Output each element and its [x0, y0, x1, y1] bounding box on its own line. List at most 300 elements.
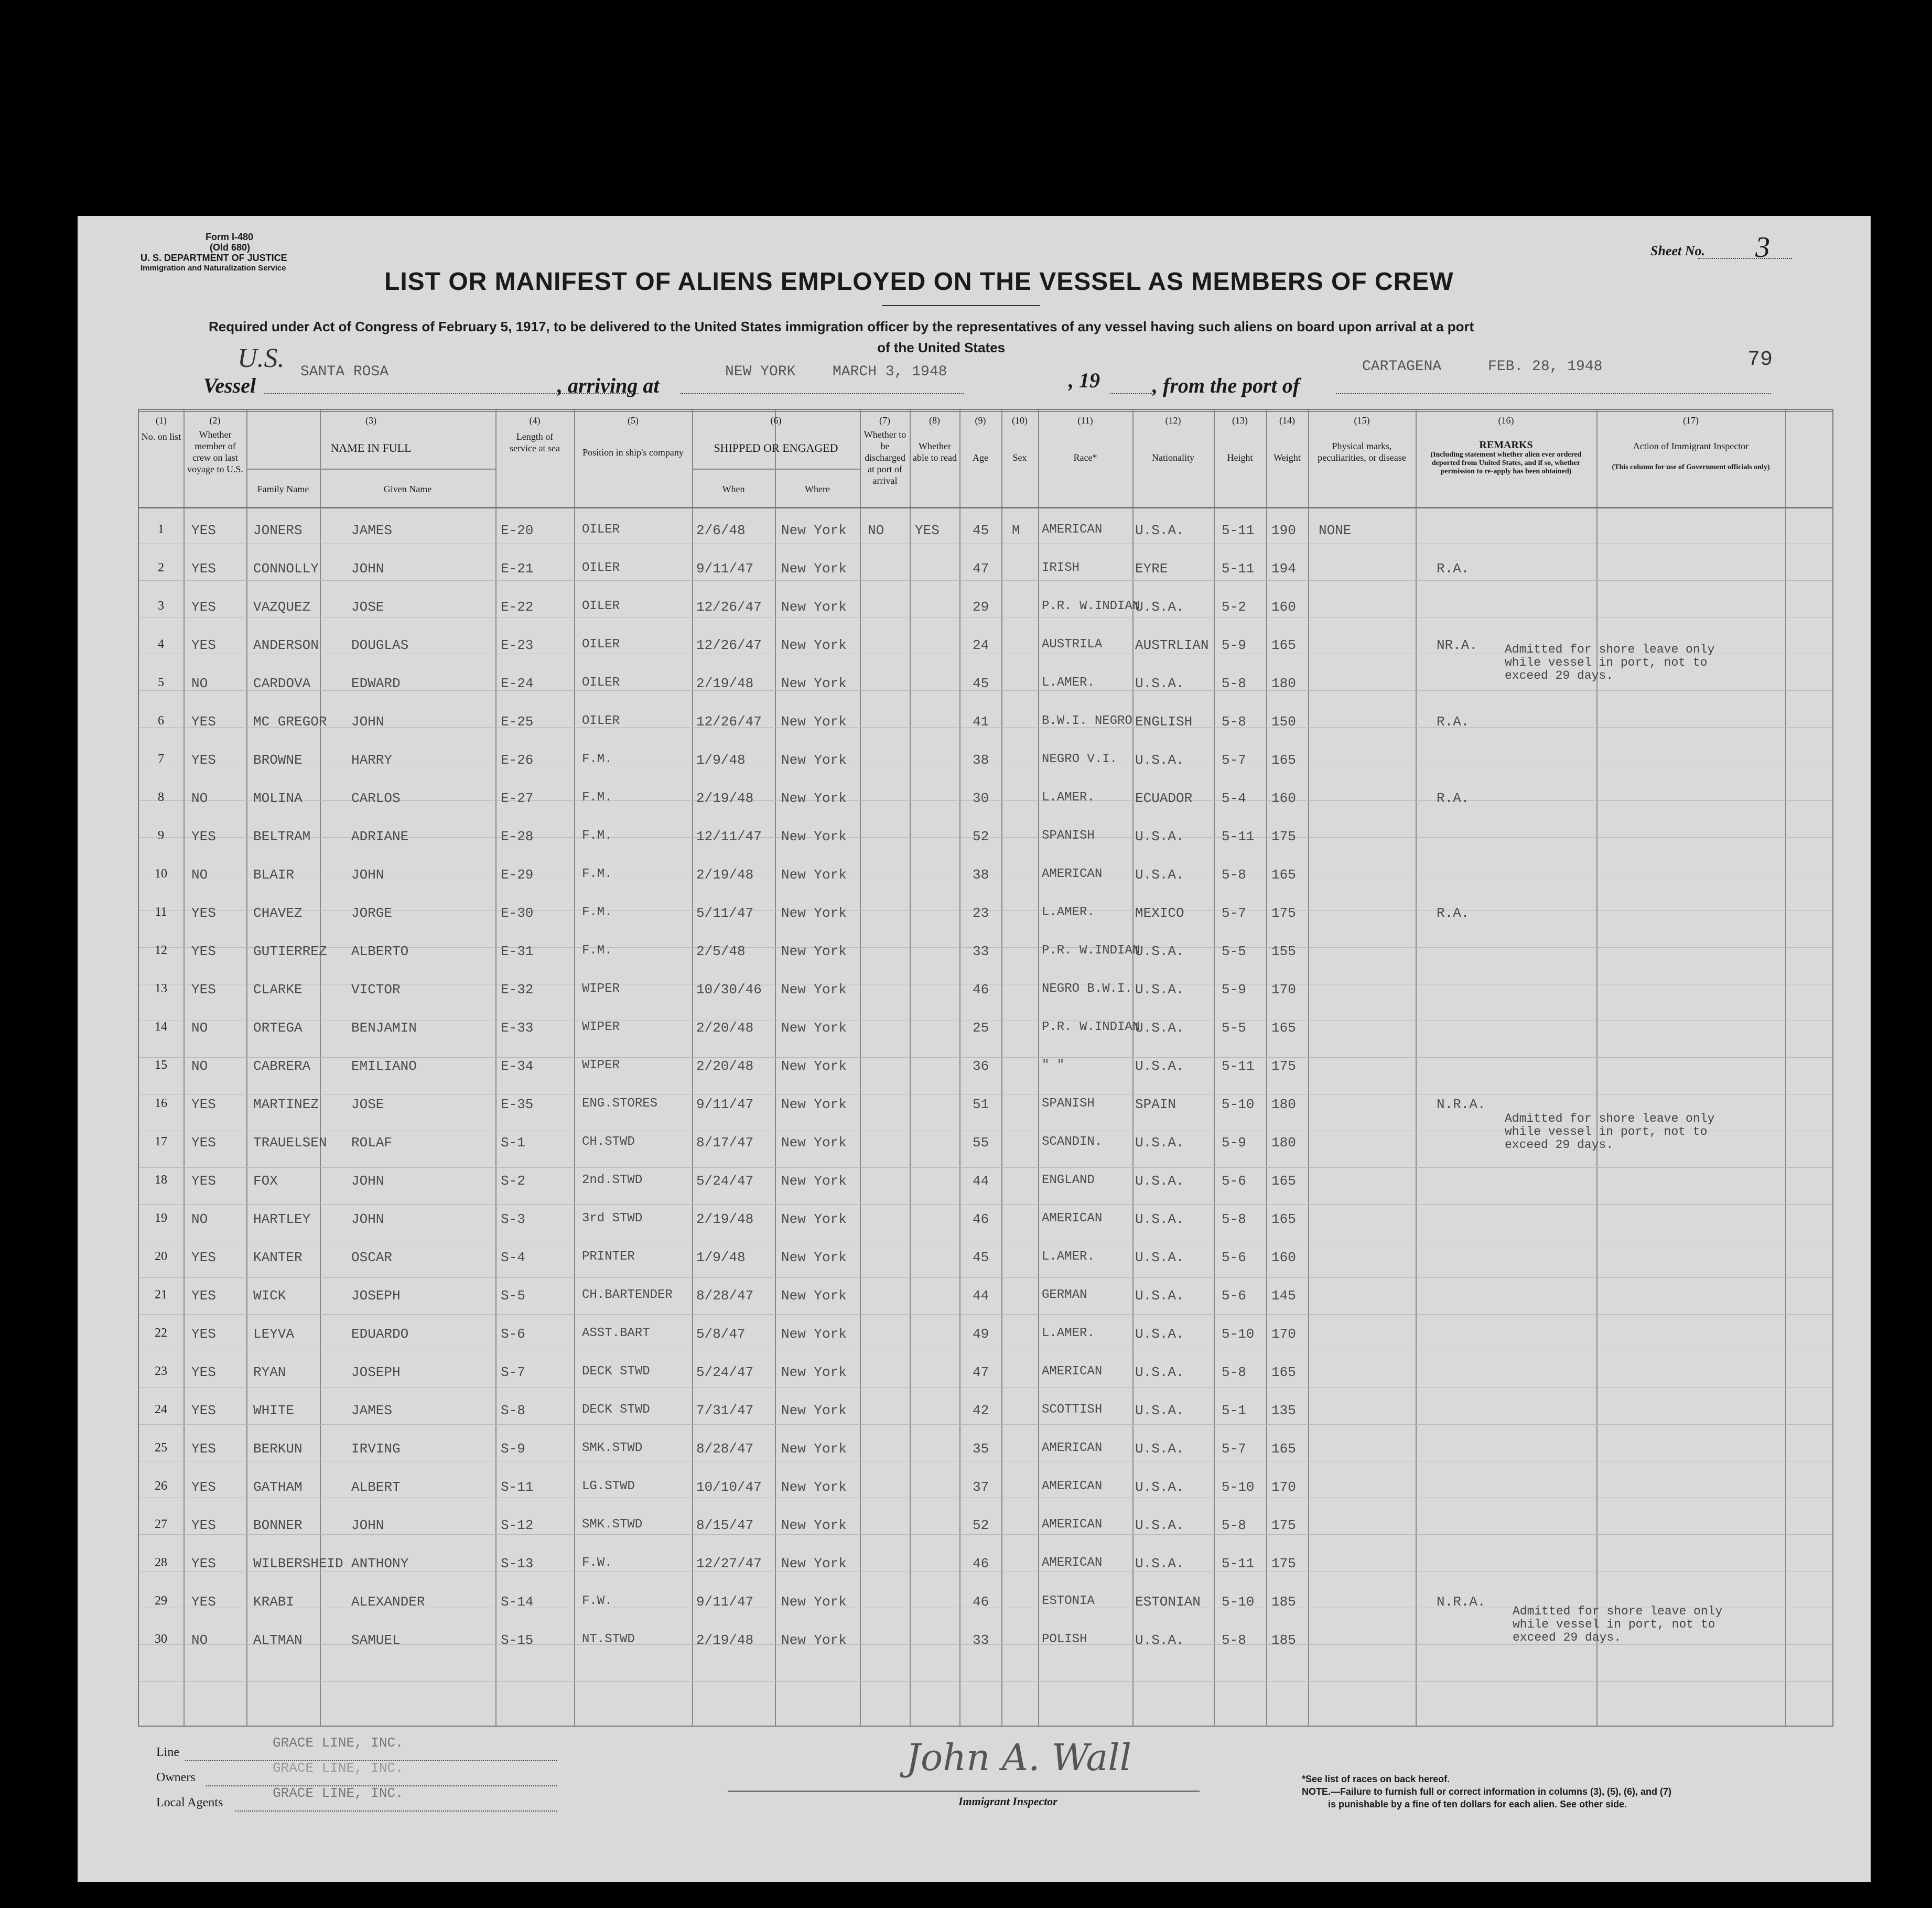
row-weight: 165: [1271, 1211, 1296, 1227]
row-number: 14: [155, 1020, 167, 1034]
row-shipped-where: New York: [781, 637, 847, 653]
row-height: 5-9: [1222, 637, 1246, 653]
footer-line-label: Line: [156, 1746, 179, 1759]
row-sex: M: [1012, 523, 1020, 538]
row-shipped-where: New York: [781, 944, 847, 959]
row-shipped-where: New York: [781, 1211, 847, 1227]
row-service: S-9: [501, 1441, 525, 1457]
row-remarks: R.A.: [1437, 790, 1470, 806]
vessel-label: Vessel: [203, 374, 256, 397]
row-shipped-where: New York: [781, 982, 847, 998]
row-shipped-when: 12/26/47: [696, 637, 762, 653]
row-position: F.M.: [582, 790, 612, 805]
row-family-name: KANTER: [253, 1250, 303, 1265]
shipped-subheader-line: [692, 469, 860, 470]
row-height: 5-9: [1222, 982, 1246, 998]
row-shipped-where: New York: [781, 1250, 847, 1265]
row-read: YES: [915, 523, 940, 538]
races-note: *See list of races on back hereof.: [1302, 1774, 1450, 1784]
row-family-name: BROWNE: [253, 752, 303, 768]
row-age: 36: [973, 1058, 989, 1074]
row-height: 5-10: [1222, 1097, 1255, 1112]
remark-note: Admitted for shore leave only while vessel in port, not to exceed 29 days.: [1505, 643, 1715, 682]
row-given-name: OSCAR: [351, 1250, 393, 1265]
col-header-remarks-sub: (Including statement whether alien ever ordered deported from United States, and if so, whether permission to re-apply has been obtained): [1430, 451, 1582, 475]
crew-table: [138, 409, 1833, 1727]
row-age: 25: [973, 1020, 989, 1036]
form-old-number: (Old 680): [210, 242, 251, 253]
row-position: OILER: [582, 714, 620, 728]
col-number: (15): [1354, 415, 1370, 426]
row-prev-voyage: NO: [191, 1020, 208, 1036]
row-weight: 155: [1271, 944, 1296, 959]
row-family-name: HARTLEY: [253, 1211, 311, 1227]
row-race: SPANISH: [1042, 1097, 1095, 1111]
row-prev-voyage: YES: [191, 1135, 216, 1151]
row-shipped-when: 8/28/47: [696, 1441, 754, 1457]
row-nationality: U.S.A.: [1135, 1326, 1184, 1342]
row-height: 5-1: [1222, 1403, 1246, 1418]
sheet-number-value: 3: [1755, 231, 1770, 264]
row-shipped-where: New York: [781, 867, 847, 883]
row-prev-voyage: YES: [191, 752, 216, 768]
row-given-name: ANTHONY: [351, 1556, 409, 1571]
row-prev-voyage: YES: [191, 905, 216, 921]
row-family-name: MOLINA: [253, 790, 303, 806]
row-position: WIPER: [582, 1058, 620, 1072]
row-given-name: JOHN: [351, 1517, 384, 1533]
row-nationality: SPAIN: [1135, 1097, 1177, 1112]
row-shipped-when: 9/11/47: [696, 1097, 754, 1112]
row-weight: 145: [1271, 1288, 1296, 1304]
row-given-name: BENJAMIN: [351, 1020, 417, 1036]
row-position: DECK STWD: [582, 1364, 650, 1379]
row-nationality: U.S.A.: [1135, 1441, 1184, 1457]
row-shipped-when: 1/9/48: [696, 752, 746, 768]
row-height: 5-7: [1222, 905, 1246, 921]
row-shipped-when: 2/5/48: [696, 944, 746, 959]
row-position: OILER: [582, 523, 620, 537]
row-shipped-where: New York: [781, 1058, 847, 1074]
col-divider: [692, 410, 693, 1726]
row-service: S-3: [501, 1211, 525, 1227]
row-service: E-29: [501, 867, 534, 883]
row-weight: 165: [1271, 1441, 1296, 1457]
row-race: L.AMER.: [1042, 790, 1095, 805]
arriving-label: , arriving at: [557, 374, 660, 397]
row-race: AMERICAN: [1042, 1211, 1103, 1226]
row-number: 9: [158, 829, 164, 842]
footer-agents-label: Local Agents: [156, 1796, 223, 1809]
row-service: E-25: [501, 714, 534, 730]
from-port-label: , from the port of: [1152, 374, 1300, 397]
row-service: E-22: [501, 599, 534, 615]
arriving-line: [681, 393, 964, 394]
row-family-name: LEYVA: [253, 1326, 295, 1342]
row-shipped-when: 2/19/48: [696, 790, 754, 806]
col-divider: [1001, 410, 1002, 1726]
col-number: (11): [1077, 415, 1093, 426]
row-marks: NONE: [1319, 523, 1352, 538]
row-service: S-13: [501, 1556, 534, 1571]
name-subheader-line: [246, 469, 495, 470]
row-shipped-where: New York: [781, 1556, 847, 1571]
row-service: S-7: [501, 1364, 525, 1380]
row-height: 5-4: [1222, 790, 1246, 806]
row-race: ESTONIA: [1042, 1594, 1095, 1608]
row-weight: 170: [1271, 1479, 1296, 1495]
row-prev-voyage: YES: [191, 1403, 216, 1418]
row-position: 2nd.STWD: [582, 1173, 643, 1187]
row-height: 5-6: [1222, 1250, 1246, 1265]
row-shipped-when: 9/11/47: [696, 1594, 754, 1610]
row-race: NEGRO V.I.: [1042, 752, 1118, 766]
row-nationality: AUSTRLIAN: [1135, 637, 1209, 653]
row-shipped-when: 12/26/47: [696, 714, 762, 730]
row-weight: 170: [1271, 1326, 1296, 1342]
footer-agents-rule: [235, 1811, 557, 1812]
row-prev-voyage: YES: [191, 1288, 216, 1304]
row-position: OILER: [582, 637, 620, 652]
row-number: 29: [155, 1594, 167, 1608]
remark-note: Admitted for shore leave only while vessel in port, not to exceed 29 days.: [1505, 1112, 1715, 1152]
row-family-name: CABRERA: [253, 1058, 311, 1074]
col-number: (16): [1498, 415, 1514, 426]
row-number: 11: [155, 905, 167, 919]
row-given-name: JAMES: [351, 523, 393, 538]
row-race: L.AMER.: [1042, 676, 1095, 690]
col-divider: [775, 410, 776, 1726]
col-header-physical-marks: Physical marks, peculiarities, or disease: [1318, 441, 1406, 463]
vessel-prefix: U.S.: [238, 343, 285, 373]
row-race: L.AMER.: [1042, 1250, 1095, 1264]
row-given-name: CARLOS: [351, 790, 401, 806]
row-shipped-where: New York: [781, 1097, 847, 1112]
row-nationality: U.S.A.: [1135, 829, 1184, 844]
row-prev-voyage: YES: [191, 1441, 216, 1457]
row-shipped-where: New York: [781, 676, 847, 691]
row-weight: 165: [1271, 637, 1296, 653]
row-height: 5-5: [1222, 944, 1246, 959]
row-nationality: U.S.A.: [1135, 1288, 1184, 1304]
department-name: U. S. DEPARTMENT OF JUSTICE: [141, 253, 287, 263]
row-remarks: N.R.A.: [1437, 1097, 1486, 1112]
row-service: E-21: [501, 561, 534, 577]
row-nationality: U.S.A.: [1135, 867, 1184, 883]
row-prev-voyage: YES: [191, 1594, 216, 1610]
row-service: E-30: [501, 905, 534, 921]
col-divider: [860, 410, 861, 1726]
row-nationality: U.S.A.: [1135, 1364, 1184, 1380]
row-number: 17: [155, 1135, 167, 1148]
col-header-no: No. on list: [141, 431, 181, 442]
row-number: 24: [155, 1403, 167, 1416]
col-divider: [1308, 410, 1309, 1726]
row-given-name: EMILIANO: [351, 1058, 417, 1074]
row-weight: 165: [1271, 752, 1296, 768]
from-port-value: CARTAGENA: [1362, 359, 1442, 375]
row-height: 5-6: [1222, 1173, 1246, 1189]
col-header-read: Whether able to read: [913, 441, 957, 463]
row-nationality: U.S.A.: [1135, 752, 1184, 768]
col-divider: [1266, 410, 1267, 1726]
row-nationality: U.S.A.: [1135, 1020, 1184, 1036]
row-prev-voyage: YES: [191, 599, 216, 615]
row-family-name: ALTMAN: [253, 1632, 303, 1648]
row-given-name: ADRIANE: [351, 829, 409, 844]
row-height: 5-8: [1222, 1211, 1246, 1227]
row-race: AMERICAN: [1042, 1517, 1103, 1532]
footer-line-value: GRACE LINE, INC.: [273, 1735, 404, 1751]
row-weight: 170: [1271, 982, 1296, 998]
row-number: 6: [158, 714, 164, 728]
row-prev-voyage: YES: [191, 1326, 216, 1342]
row-family-name: GATHAM: [253, 1479, 303, 1495]
row-weight: 175: [1271, 1517, 1296, 1533]
row-family-name: GUTIERREZ: [253, 944, 327, 959]
row-age: 33: [973, 1632, 989, 1648]
row-shipped-where: New York: [781, 1364, 847, 1380]
row-prev-voyage: YES: [191, 1517, 216, 1533]
row-shipped-when: 2/19/48: [696, 867, 754, 883]
row-prev-voyage: YES: [191, 637, 216, 653]
col-divider: [910, 410, 911, 1726]
row-given-name: ALBERTO: [351, 944, 409, 959]
row-height: 5-10: [1222, 1326, 1255, 1342]
row-height: 5-11: [1222, 1556, 1255, 1571]
row-prev-voyage: NO: [191, 790, 208, 806]
row-race: L.AMER.: [1042, 1326, 1095, 1340]
row-nationality: U.S.A.: [1135, 1403, 1184, 1418]
row-family-name: ANDERSON: [253, 637, 319, 653]
col-header-action-sub: (This column for use of Government officials only): [1612, 463, 1770, 471]
row-family-name: WHITE: [253, 1403, 295, 1418]
row-shipped-where: New York: [781, 1594, 847, 1610]
row-shipped-when: 2/20/48: [696, 1020, 754, 1036]
row-age: 55: [973, 1135, 989, 1151]
row-age: 46: [973, 982, 989, 998]
row-race: AMERICAN: [1042, 523, 1103, 537]
row-height: 5-9: [1222, 1135, 1246, 1151]
row-prev-voyage: YES: [191, 1479, 216, 1495]
row-shipped-when: 10/10/47: [696, 1479, 762, 1495]
row-service: E-24: [501, 676, 534, 691]
row-position: F.W.: [582, 1594, 612, 1608]
row-age: 45: [973, 1250, 989, 1265]
row-height: 5-11: [1222, 561, 1255, 577]
row-age: 49: [973, 1326, 989, 1342]
row-height: 5-11: [1222, 829, 1255, 844]
row-age: 33: [973, 944, 989, 959]
row-prev-voyage: YES: [191, 523, 216, 538]
row-age: 52: [973, 1517, 989, 1533]
row-height: 5-8: [1222, 676, 1246, 691]
row-race: " ": [1042, 1058, 1065, 1072]
row-height: 5-8: [1222, 714, 1246, 730]
row-age: 47: [973, 561, 989, 577]
row-prev-voyage: YES: [191, 1556, 216, 1571]
col-number: (2): [209, 415, 221, 426]
col-number: (12): [1165, 415, 1181, 426]
row-race: B.W.I. NEGRO: [1042, 714, 1132, 728]
row-weight: 175: [1271, 829, 1296, 844]
row-given-name: EDUARDO: [351, 1326, 409, 1342]
title-underline: [882, 305, 1040, 306]
row-prev-voyage: NO: [191, 1211, 208, 1227]
row-weight: 165: [1271, 867, 1296, 883]
col-header-remarks: REMARKS: [1479, 439, 1533, 451]
row-shipped-where: New York: [781, 1517, 847, 1533]
col-divider: [320, 410, 321, 1726]
row-position: OILER: [582, 676, 620, 690]
row-height: 5-8: [1222, 1364, 1246, 1380]
row-prev-voyage: YES: [191, 1250, 216, 1265]
row-given-name: IRVING: [351, 1441, 401, 1457]
row-nationality: U.S.A.: [1135, 1058, 1184, 1074]
col-number: (10): [1012, 415, 1028, 426]
row-shipped-when: 12/11/47: [696, 829, 762, 844]
row-number: 8: [158, 790, 164, 804]
row-number: 18: [155, 1173, 167, 1187]
row-height: 5-11: [1222, 1058, 1255, 1074]
col-header-nationality: Nationality: [1152, 452, 1194, 463]
row-age: 44: [973, 1173, 989, 1189]
row-position: ENG.STORES: [582, 1097, 658, 1111]
penalty-note-1: NOTE.—Failure to furnish full or correct information in columns (3), (5), (6), and (7): [1302, 1786, 1672, 1797]
row-position: WIPER: [582, 1020, 620, 1034]
row-given-name: EDWARD: [351, 676, 401, 691]
row-age: 24: [973, 637, 989, 653]
row-weight: 180: [1271, 676, 1296, 691]
row-position: F.M.: [582, 905, 612, 919]
col-number: (5): [628, 415, 639, 426]
row-service: S-12: [501, 1517, 534, 1533]
row-given-name: JAMES: [351, 1403, 393, 1418]
row-height: 5-8: [1222, 867, 1246, 883]
penalty-note-2: is punishable by a fine of ten dollars for each alien. See other side.: [1328, 1799, 1627, 1809]
row-prev-voyage: YES: [191, 1173, 216, 1189]
row-family-name: WILBERSHEID: [253, 1556, 343, 1571]
row-given-name: HARRY: [351, 752, 393, 768]
row-remarks: R.A.: [1437, 905, 1470, 921]
row-race: AUSTRILA: [1042, 637, 1103, 652]
row-age: 46: [973, 1211, 989, 1227]
col-divider: [1596, 410, 1598, 1726]
row-position: SMK.STWD: [582, 1441, 643, 1455]
row-race: P.R. W.INDIAN: [1042, 1020, 1140, 1034]
row-family-name: WICK: [253, 1288, 286, 1304]
row-given-name: JOHN: [351, 1211, 384, 1227]
row-number: 23: [155, 1364, 167, 1378]
row-shipped-when: 5/24/47: [696, 1364, 754, 1380]
row-weight: 194: [1271, 561, 1296, 577]
sheet-number-line: [1698, 258, 1792, 259]
row-number: 15: [155, 1058, 167, 1072]
row-shipped-when: 8/28/47: [696, 1288, 754, 1304]
row-nationality: U.S.A.: [1135, 944, 1184, 959]
row-race: AMERICAN: [1042, 1479, 1103, 1493]
row-nationality: ENGLISH: [1135, 714, 1193, 730]
arriving-date: MARCH 3, 1948: [833, 364, 947, 380]
row-number: 13: [155, 982, 167, 995]
row-position: SMK.STWD: [582, 1517, 643, 1532]
signature-line: [728, 1791, 1200, 1792]
col-header-position: Position in ship's company: [582, 447, 684, 458]
row-shipped-when: 2/20/48: [696, 1058, 754, 1074]
header-bottom-line: [139, 507, 1832, 508]
col-divider: [1038, 410, 1039, 1726]
row-shipped-where: New York: [781, 790, 847, 806]
row-service: E-20: [501, 523, 534, 538]
row-given-name: JOHN: [351, 714, 384, 730]
row-service: E-33: [501, 1020, 534, 1036]
row-position: WIPER: [582, 982, 620, 996]
row-weight: 180: [1271, 1135, 1296, 1151]
row-number: 19: [155, 1211, 167, 1225]
row-given-name: DOUGLAS: [351, 637, 409, 653]
row-remarks: N.R.A.: [1437, 1594, 1486, 1610]
row-nationality: U.S.A.: [1135, 523, 1184, 538]
col-header-previous-voyage: Whether member of crew on last voyage to U.S.: [187, 429, 243, 474]
col-header-service: Length of service at sea: [510, 431, 560, 453]
row-race: NEGRO B.W.I.: [1042, 982, 1132, 996]
col-number: (14): [1279, 415, 1295, 426]
row-number: 2: [158, 561, 164, 574]
row-service: E-35: [501, 1097, 534, 1112]
row-race: AMERICAN: [1042, 1364, 1103, 1379]
row-shipped-where: New York: [781, 1403, 847, 1418]
row-service: S-6: [501, 1326, 525, 1342]
row-given-name: SAMUEL: [351, 1632, 401, 1648]
row-family-name: TRAUELSEN: [253, 1135, 327, 1151]
row-given-name: ALEXANDER: [351, 1594, 425, 1610]
row-race: POLISH: [1042, 1632, 1087, 1646]
row-race: GERMAN: [1042, 1288, 1087, 1302]
row-family-name: VAZQUEZ: [253, 599, 311, 615]
row-shipped-when: 2/19/48: [696, 1632, 754, 1648]
row-number: 22: [155, 1326, 167, 1340]
col-header-given-name: Given Name: [383, 484, 432, 494]
col-header-shipped: SHIPPED OR ENGAGED: [714, 441, 838, 454]
col-header-where: Where: [805, 484, 830, 494]
row-age: 47: [973, 1364, 989, 1380]
row-number: 25: [155, 1441, 167, 1455]
year-line: [1110, 393, 1152, 394]
row-shipped-where: New York: [781, 1288, 847, 1304]
row-number: 5: [158, 676, 164, 689]
row-shipped-where: New York: [781, 1326, 847, 1342]
row-number: 4: [158, 637, 164, 651]
row-prev-voyage: YES: [191, 561, 216, 577]
row-race: ENGLAND: [1042, 1173, 1095, 1187]
row-position: PRINTER: [582, 1250, 635, 1264]
row-nationality: U.S.A.: [1135, 1517, 1184, 1533]
row-nationality: U.S.A.: [1135, 676, 1184, 691]
row-weight: 185: [1271, 1632, 1296, 1648]
footer-agents-value: GRACE LINE, INC.: [273, 1785, 404, 1801]
row-given-name: JOHN: [351, 867, 384, 883]
col-divider: [495, 410, 497, 1726]
row-nationality: U.S.A.: [1135, 1173, 1184, 1189]
col-number: (3): [365, 415, 376, 426]
col-header-when: When: [722, 484, 745, 494]
row-weight: 185: [1271, 1594, 1296, 1610]
row-prev-voyage: YES: [191, 1097, 216, 1112]
sheet-number-label: Sheet No.: [1650, 243, 1705, 258]
row-prev-voyage: YES: [191, 829, 216, 844]
row-family-name: MARTINEZ: [253, 1097, 319, 1112]
row-number: 20: [155, 1250, 167, 1263]
